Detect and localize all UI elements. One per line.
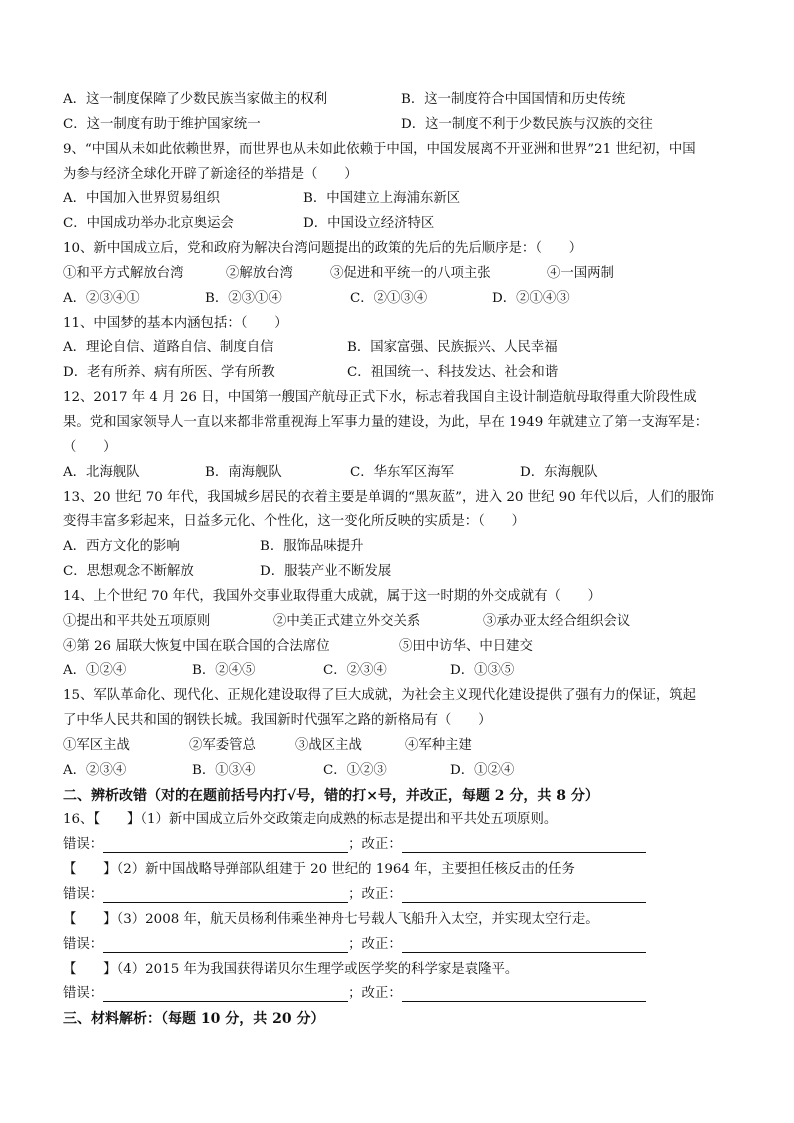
error-label: 错误：: [63, 837, 104, 853]
q10-item-4: ④一国两制: [547, 265, 614, 281]
q14-option-c: C．②③④: [323, 663, 387, 679]
q10-stem: 10、新中国成立后，党和政府为解决台湾问题提出的政策的先后的先后顺序是：（ ）: [63, 241, 583, 257]
item-prefix[interactable]: 【 】: [63, 961, 117, 977]
q11-option-c: C．祖国统一、科技发达、社会和谐: [347, 365, 559, 381]
q9-option-a: A．中国加入世界贸易组织: [63, 191, 220, 207]
section2-item-16-1: [63, 808, 743, 833]
q14-item-5: ⑤田中访华、中日建交: [399, 638, 533, 654]
item-text: （2）新中国战略导弹部队组建于 20 世纪的 1964 年，主要担任核反击的任务: [116, 862, 575, 878]
item-prefix[interactable]: 16、【 】: [63, 812, 141, 828]
q15-options: [63, 759, 743, 784]
q12-option-b: B．南海舰队: [205, 464, 282, 480]
q15-option-c: C．①②③: [323, 762, 387, 778]
answer-line-3: [63, 933, 743, 958]
q8-option-b: B．这一制度符合中国国情和历史传统: [401, 92, 626, 107]
q10-option-a: A．②③④①: [63, 290, 140, 306]
q13-options-row1: [63, 535, 743, 560]
error-label: 错误：: [63, 986, 104, 1002]
q14-item-3: ③承办亚太经合组织会议: [483, 613, 631, 629]
answer-line-1: [63, 833, 743, 858]
q14-items-row1: [63, 610, 743, 635]
q14-item-4: ④第 26 届联大恢复中国在联合国的合法席位: [63, 638, 330, 654]
section2-title: 二、辨析改错（对的在题前括号内打√号，错的打×号，并改正，每题 2 分，共 8 分）: [63, 787, 599, 804]
q11-options-row1: [63, 336, 743, 361]
fix-label: ；改正：: [348, 936, 402, 952]
fix-input-3[interactable]: [402, 936, 646, 953]
item-prefix[interactable]: 【 】: [63, 862, 117, 878]
q9-option-b: B．中国建立上海浦东新区: [303, 191, 461, 207]
q13-option-d: D．服装产业不断发展: [260, 564, 392, 580]
q12-stem-line2: 果。党和国家领导人一直以来都非常重视海上军事力量的建设，为此，早在 1949 年就建立了第一支海军是：: [63, 414, 709, 430]
q13-options-row2: [63, 560, 743, 585]
answer-line-4: [63, 982, 743, 1007]
section2-item-16-4: [63, 958, 743, 983]
q13-stem-line2: 变得丰富多彩起来，日益多元化、个性化，这一变化所反映的实质是：（ ）: [63, 514, 525, 530]
q10-option-b: B．②③①④: [205, 290, 282, 306]
item-text: （1）新中国成立后外交政策走向成熟的标志是提出和平共处五项原则。: [140, 812, 558, 828]
fix-input-2[interactable]: [402, 886, 646, 903]
q11-option-a: A．理论自信、道路自信、制度自信: [63, 340, 274, 356]
fix-input-1[interactable]: [402, 836, 646, 853]
q10-item-3: ③促进和平统一的八项主张: [330, 265, 491, 281]
q11-option-d: D．老有所养、病有所医、学有所教: [63, 365, 275, 381]
q15-item-4: ④军种主建: [405, 737, 472, 753]
q11-option-b: B．国家富强、民族振兴、人民幸福: [347, 340, 558, 356]
error-input-3[interactable]: [103, 936, 348, 953]
q8-option-a: A．这一制度保障了少数民族当家做主的权利: [63, 92, 328, 107]
error-input-2[interactable]: [103, 886, 348, 903]
error-label: 错误：: [63, 887, 104, 902]
section2-item-16-3: [63, 908, 743, 933]
fix-label: ；改正：: [348, 887, 402, 902]
q15-stem-line1: 15、军队革命化、现代化、正规化建设取得了巨大成就，为社会主义现代化建设提供了强有力的保证，筑起: [63, 688, 697, 704]
section3-title: 三、材料解析：（每题 10 分，共 20 分）: [63, 1011, 325, 1028]
q15-option-d: D．①②④: [450, 762, 515, 778]
item-prefix[interactable]: 【 】: [63, 911, 117, 927]
fix-label: ；改正：: [348, 837, 402, 853]
q8-option-d: D．这一制度不利于少数民族与汉族的交往: [401, 116, 653, 132]
q10-items: [63, 262, 743, 287]
q10-item-2: ②解放台湾: [226, 265, 293, 281]
q8-options-row2: [63, 113, 743, 138]
q12-option-c: C．华东军区海军: [350, 464, 454, 480]
q14-item-1: ①提出和平共处五项原则: [63, 613, 211, 629]
q9-options-row2: [63, 212, 743, 237]
q14-option-b: B．②④⑤: [192, 663, 256, 679]
q13-option-b: B．服饰品味提升: [260, 539, 364, 555]
error-input-1[interactable]: [103, 836, 348, 853]
q14-option-d: D．①③⑤: [450, 663, 515, 679]
q15-item-3: ③战区主战: [295, 737, 362, 753]
q9-options-row1: [63, 187, 743, 212]
q11-options-row2: [63, 361, 743, 386]
q11-stem: 11、中国梦的基本内涵包括：（ ）: [63, 315, 288, 331]
item-text: （4）2015 年为我国获得诺贝尔生理学或医学奖的科学家是袁隆平。: [116, 961, 519, 977]
q15-stem-line2: 了中华人民共和国的钢铁长城。我国新时代强军之路的新格局有（ ）: [63, 713, 492, 729]
q8-options-row1: [63, 88, 743, 113]
q15-items: [63, 734, 743, 759]
q10-option-c: C．②①③④: [350, 290, 428, 306]
q12-stem-line3: （ ）: [63, 439, 117, 455]
q13-option-c: C．思想观念不断解放: [63, 564, 194, 580]
q15-item-1: ①军区主战: [63, 737, 130, 753]
q9-option-d: D．中国设立经济特区: [303, 216, 435, 232]
q12-options: [63, 461, 743, 486]
fix-input-4[interactable]: [402, 985, 646, 1002]
q15-option-a: A．②③④: [63, 762, 127, 778]
q9-stem-line1: 9、“中国从未如此依赖世界，而世界也从未如此依赖于中国，中国发展离不开亚洲和世界”21 世纪初，中国: [63, 141, 696, 157]
q15-option-b: B．①③④: [192, 762, 256, 778]
q12-option-d: D．东海舰队: [520, 464, 598, 480]
q15-item-2: ②军委管总: [189, 737, 256, 753]
q14-items-row2: [63, 635, 743, 660]
fix-label: ；改正：: [348, 986, 402, 1002]
error-input-4[interactable]: [103, 985, 348, 1002]
q10-item-1: ①和平方式解放台湾: [63, 265, 184, 281]
q14-option-a: A．①②④: [63, 663, 127, 679]
q10-option-d: D．②①④③: [492, 290, 570, 306]
q9-stem-line2: 为参与经济全球化开辟了新途径的举措是（ ）: [63, 166, 358, 182]
q13-stem-line1: 13、20 世纪 70 年代，我国城乡居民的衣着主要是单调的“黑灰蓝”，进入 20 世纪 90 年代以后，人们的服饰: [63, 489, 714, 505]
q14-options: [63, 659, 743, 684]
item-text: （3）2008 年，航天员杨利伟乘坐神舟七号载人飞船升入太空，并实现太空行走。: [116, 911, 599, 927]
q12-stem-line1: 12、2017 年 4 月 26 日，中国第一艘国产航母正式下水，标志着我国自主设计制造航母取得重大阶段性成: [63, 390, 697, 406]
error-label: 错误：: [63, 936, 104, 952]
section2-item-16-2: [63, 858, 743, 883]
q8-option-c: C．这一制度有助于维护国家统一: [63, 116, 261, 132]
q13-option-a: A．西方文化的影响: [63, 539, 180, 555]
q9-option-c: C．中国成功举办北京奥运会: [63, 216, 234, 232]
exam-page: [63, 88, 743, 1032]
q14-item-2: ②中美正式建立外交关系: [273, 613, 421, 629]
answer-line-2: [63, 883, 743, 908]
q14-stem: 14、上个世纪 70 年代，我国外交事业取得重大成就，属于这一时期的外交成就有（ ）: [63, 588, 602, 604]
q10-options: [63, 287, 743, 312]
q12-option-a: A．北海舰队: [63, 464, 140, 480]
